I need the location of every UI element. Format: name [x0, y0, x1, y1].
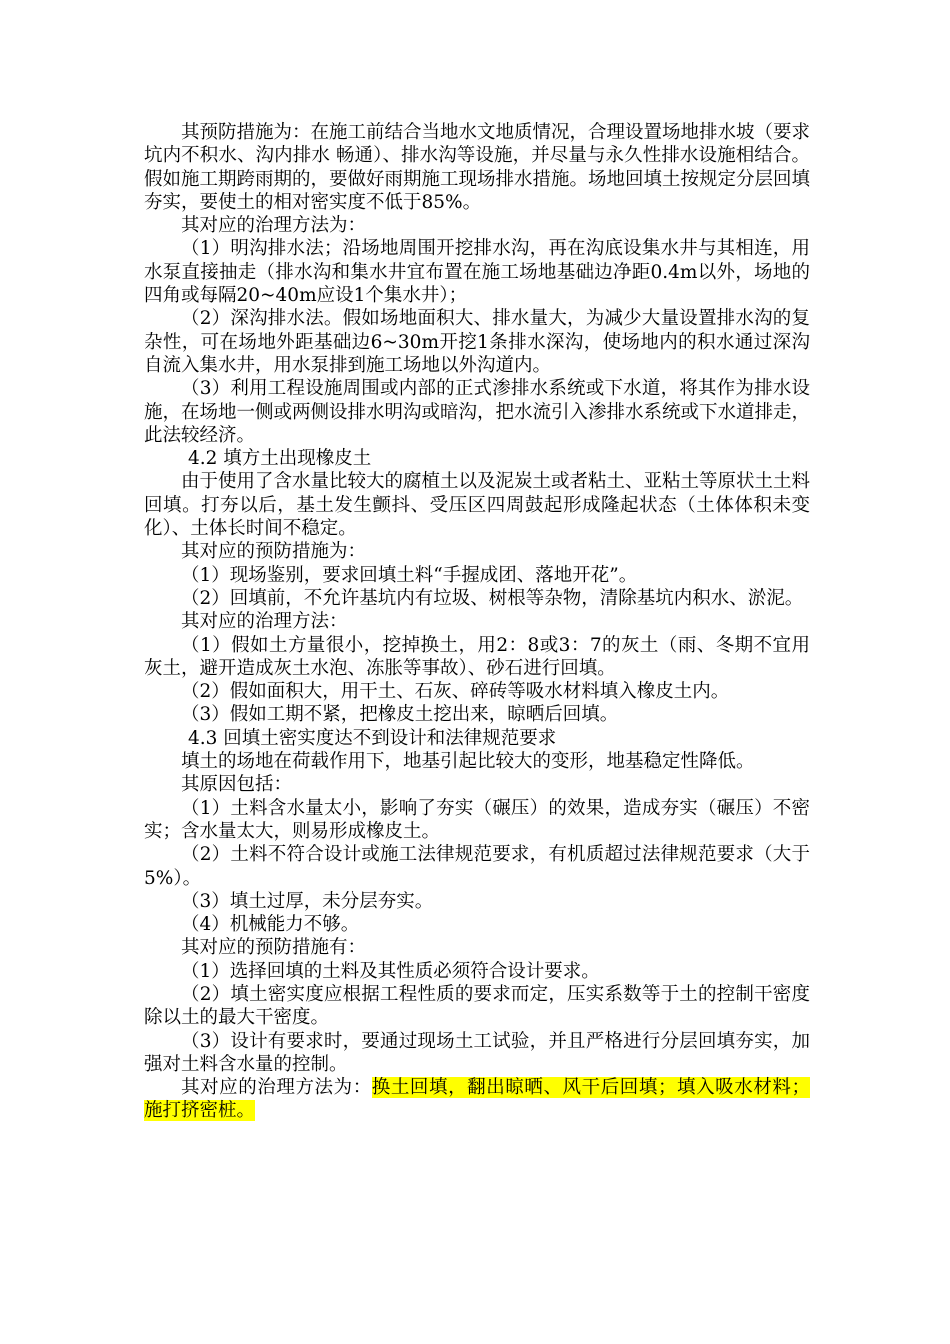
paragraph: 其对应的预防措施有：: [181, 937, 367, 959]
paragraph: （1）选择回填的土料及其性质必须符合设计要求。: [181, 960, 600, 982]
paragraph: （3）设计有要求时，要通过现场土工试验，并且严格进行分层回填夯实，加强对土料含水量的控制。: [144, 1030, 810, 1075]
paragraph: 由于使用了含水量比较大的腐植土以及泥炭土或者粘土、亚粘土等原状土土料回填。打夯以后，基土发生颤抖、受压区四周鼓起形成隆起状态（土体体积未变化）、土体长时间不稳定。: [144, 471, 811, 540]
paragraph: （2）深沟排水法。假如场地面积大、排水量大，为减少大量设置排水沟的复杂性，可在场地外距基础边6~30m开挖1条排水深沟，使场地内的积水通过深沟自流入集水井，用水泵排到施工场地以外沟道内。: [144, 308, 810, 376]
paragraph: （3）填土过厚，未分层夯实。: [181, 890, 434, 912]
paragraph: 其对应的预防措施为：: [181, 541, 367, 563]
paragraph: （2）假如面积大，用干土、石灰、碎砖等吸水材料填入橡皮土内。: [181, 681, 730, 703]
paragraph: （2）填土密实度应根据工程性质的要求而定，压实系数等于土的控制干密度除以土的最大干密度。: [144, 983, 810, 1029]
paragraph: 填土的场地在荷载作用下，地基引起比较大的变形，地基稳定性降低。: [181, 751, 755, 773]
paragraph: （2）回填前，不允许基坑内有垃圾、树根等杂物，清除基坑内积水、淤泥。: [181, 587, 804, 609]
paragraph: （1）现场鉴别，要求回填土料“手握成团、落地开花”。: [181, 564, 638, 586]
section-heading: 4.3 回填土密实度达不到设计和法律规范要求: [188, 727, 557, 749]
final-paragraph-lead: 其对应的治理方法为：: [181, 1077, 372, 1099]
highlighted-text: 换土回填，翻出晾晒、风干后回填；填入吸水材料；施打挤密桩。: [144, 1077, 810, 1122]
paragraph: 其对应的治理方法：: [181, 611, 348, 633]
paragraph: （1）土料含水量太小，影响了夯实（碾压）的效果，造成夯实（碾压）不密实；含水量太大，则易形成橡皮土。: [144, 797, 810, 842]
paragraph: （2）土料不符合设计或施工法律规范要求，有机质超过法律规范要求（大于5%）。: [144, 844, 810, 889]
final-paragraph: [144, 1076, 810, 1123]
paragraph: 其原因包括：: [181, 774, 293, 796]
paragraph: 其预防措施为：在施工前结合当地水文地质情况，合理设置场地排水坡（要求坑内不积水、沟内排水 畅通）、排水沟等设施，并尽量与永久性排水设施相结合。假如施工期跨雨期的，要做好雨期施工现场排水措施。场地回填土按规定分层回填夯实，要使土的相对密实度不低于85%。: [144, 122, 811, 213]
paragraph: （4）机械能力不够。: [181, 914, 360, 936]
paragraph: 其对应的治理方法为：: [181, 215, 367, 237]
paragraph: （3）假如工期不紧，把橡皮土挖出来，晾晒后回填。: [181, 704, 619, 726]
document-body: [144, 121, 810, 1123]
paragraph: （1）假如土方量很小，挖掉换土，用2：8或3：7的灰土（雨、冬期不宜用灰土，避开造成灰土水泡、冻胀等事故）、砂石进行回填。: [144, 634, 810, 679]
paragraph: （3）利用工程设施周围或内部的正式渗排水系统或下水道，将其作为排水设施，在场地一侧或两侧设排水明沟或暗沟，把水流引入渗排水系统或下水道排走，此法较经济。: [144, 378, 811, 446]
paragraph: （1）明沟排水法；沿场地周围开挖排水沟，再在沟底设集水井与其相连，用水泵直接抽走（排水沟和集水井宜布置在施工场地基础边净距0.4m以外，场地的四角或每隔20~40m应设1个集水井）；: [144, 238, 810, 307]
section-heading: 4.2 填方土出现橡皮土: [188, 448, 372, 470]
